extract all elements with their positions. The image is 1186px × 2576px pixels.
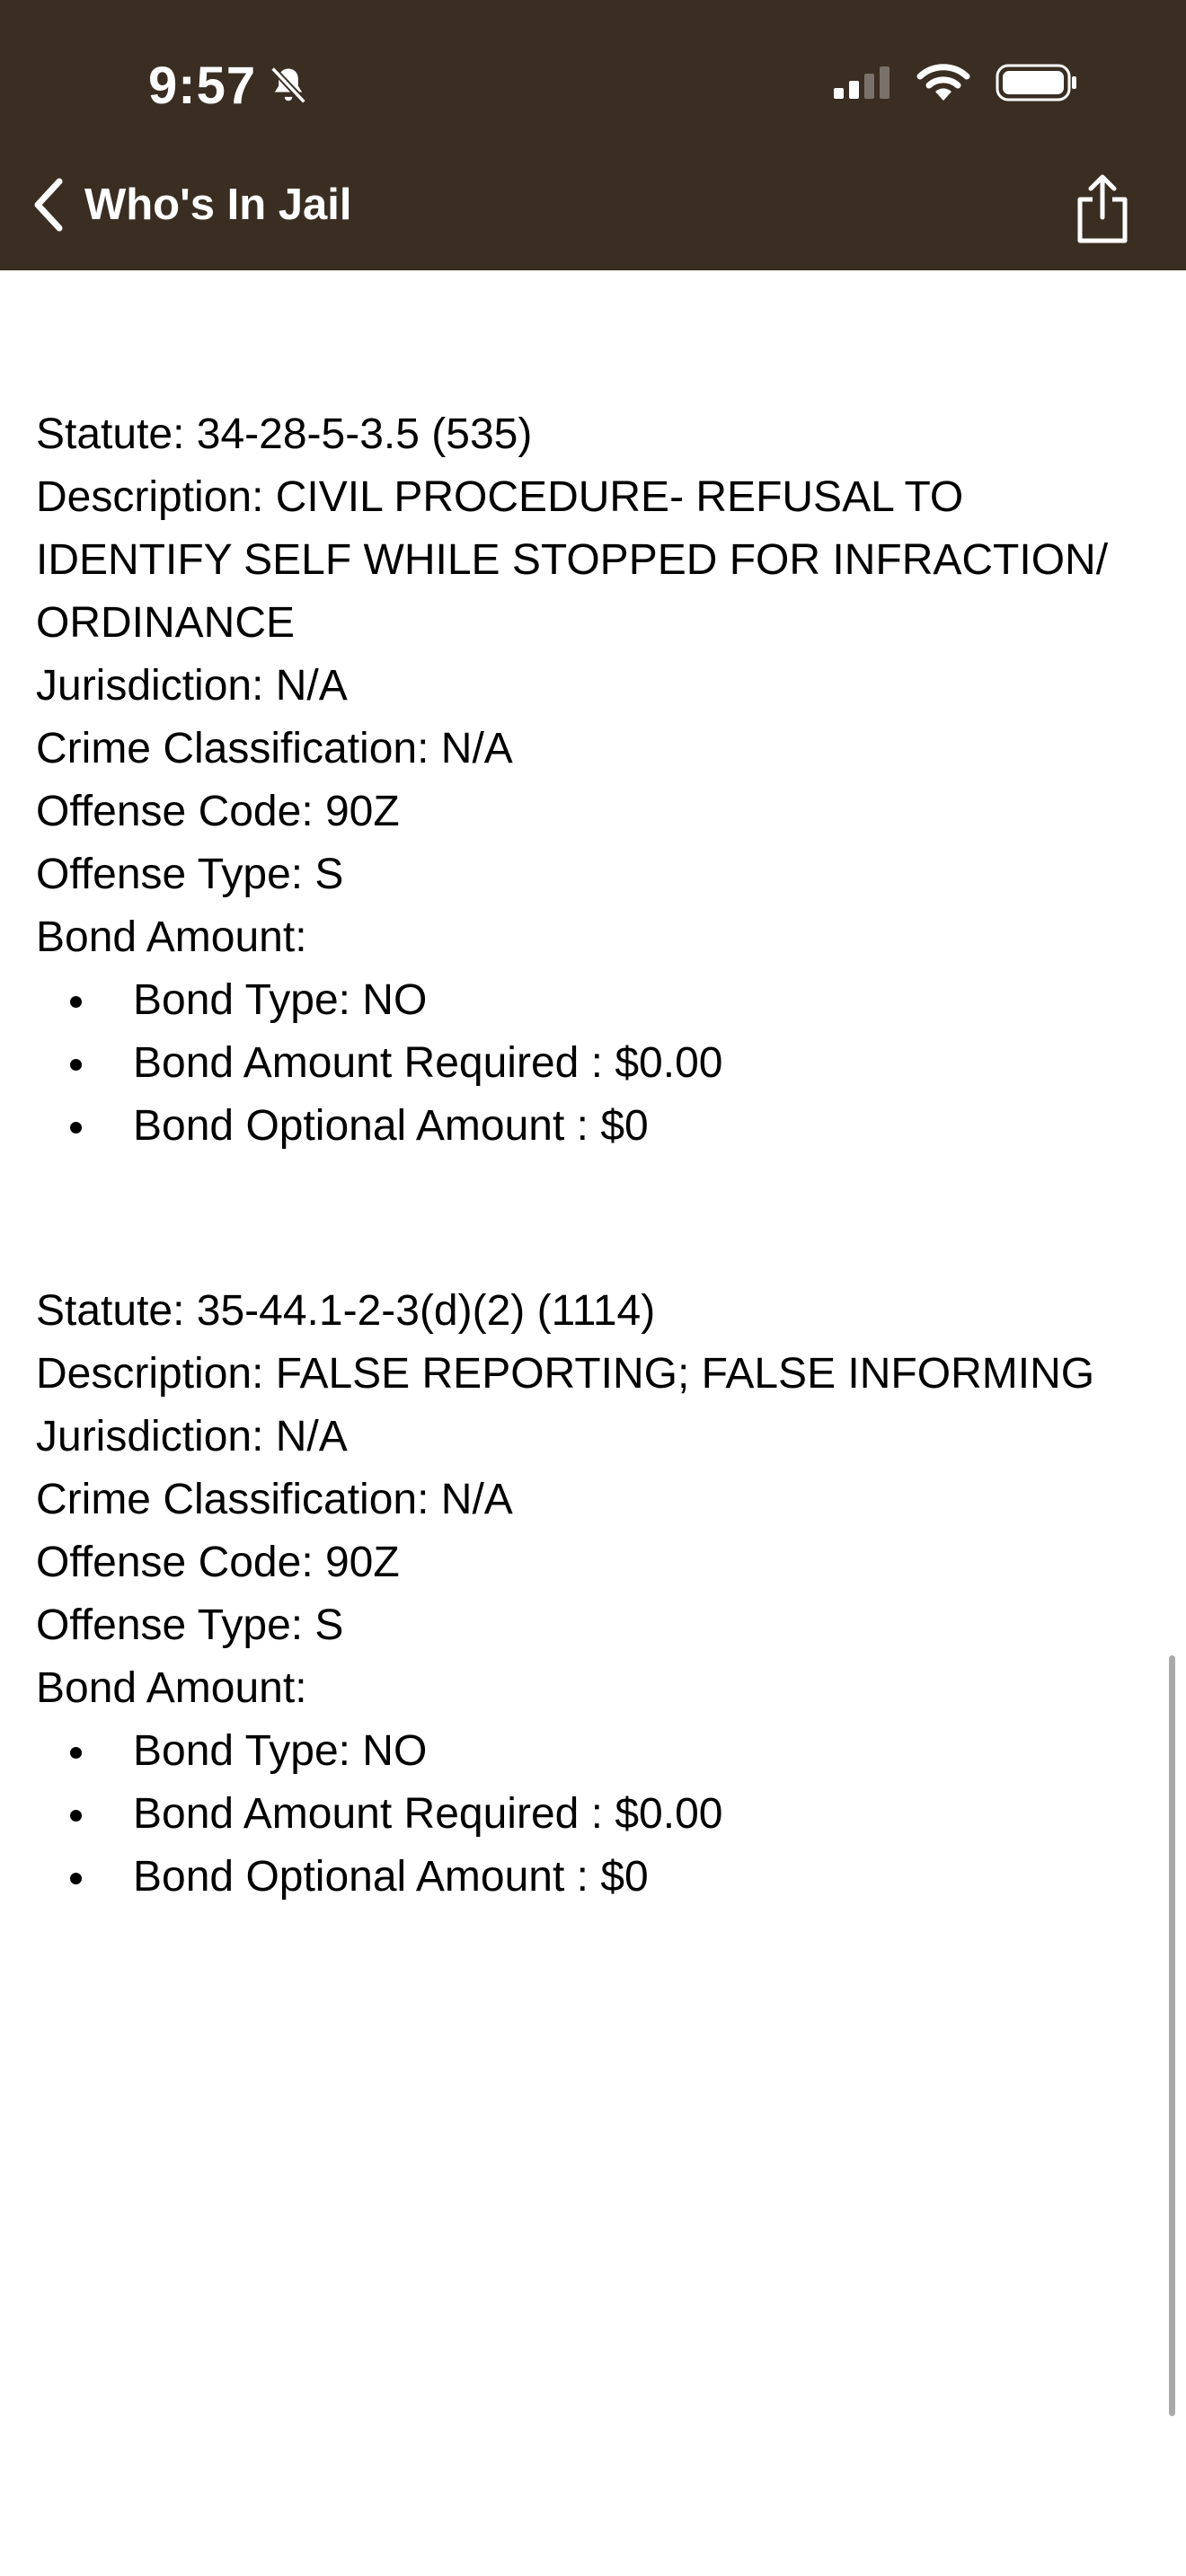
bond-amount-required: Bond Amount Required : $0.00: [36, 1783, 1150, 1846]
battery-icon: [996, 63, 1078, 102]
offense-record: [36, 1280, 1150, 1909]
bond-type: Bond Type: NO: [36, 969, 1150, 1032]
statute: Statute: 34-28-5-3.5 (535): [36, 410, 533, 458]
status-bar-indicators: [832, 63, 1078, 102]
offense-record: [36, 403, 1150, 1158]
status-bar-time: [148, 56, 312, 116]
description-line: IDENTIFY SELF WHILE STOPPED FOR INFRACTION/: [36, 536, 1109, 584]
description-line: Description: CIVIL PROCEDURE- REFUSAL TO: [36, 473, 964, 521]
bond-amount-heading: Bond Amount:: [36, 913, 307, 961]
description-line: Description: FALSE REPORTING; FALSE INFORMING: [36, 1350, 1095, 1398]
bond-list: [36, 969, 1150, 1158]
bond-optional-amount: Bond Optional Amount : $0: [36, 1846, 1150, 1909]
bond-optional-amount: Bond Optional Amount : $0: [36, 1095, 1150, 1158]
app-header: [0, 0, 1186, 270]
offense-code: Offense Code: 90Z: [36, 788, 400, 835]
bond-list: [36, 1720, 1150, 1909]
time-label: 9:57: [148, 57, 257, 115]
offense-type: Offense Type: S: [36, 851, 344, 898]
jurisdiction: Jurisdiction: N/A: [36, 1413, 348, 1460]
bond-amount-heading: Bond Amount:: [36, 1664, 307, 1712]
back-button[interactable]: [32, 178, 352, 232]
chevron-left-icon: [32, 178, 65, 232]
scroll-indicator[interactable]: [1169, 1655, 1175, 2416]
crime-classification: Crime Classification: N/A: [36, 1476, 513, 1523]
offense-code: Offense Code: 90Z: [36, 1539, 400, 1586]
jurisdiction: Jurisdiction: N/A: [36, 662, 348, 710]
description-line: ORDINANCE: [36, 599, 296, 647]
wifi-icon: [916, 63, 970, 102]
cellular-signal-icon: [832, 65, 891, 101]
crime-classification: Crime Classification: N/A: [36, 725, 513, 772]
statute: Statute: 35-44.1-2-3(d)(2) (1114): [36, 1287, 656, 1335]
share-icon[interactable]: [1073, 172, 1132, 244]
bond-amount-required: Bond Amount Required : $0.00: [36, 1032, 1150, 1095]
offense-type: Offense Type: S: [36, 1601, 344, 1649]
bell-slash-icon: [265, 63, 312, 110]
bond-type: Bond Type: NO: [36, 1720, 1150, 1783]
back-button-label: Who's In Jail: [84, 181, 352, 229]
